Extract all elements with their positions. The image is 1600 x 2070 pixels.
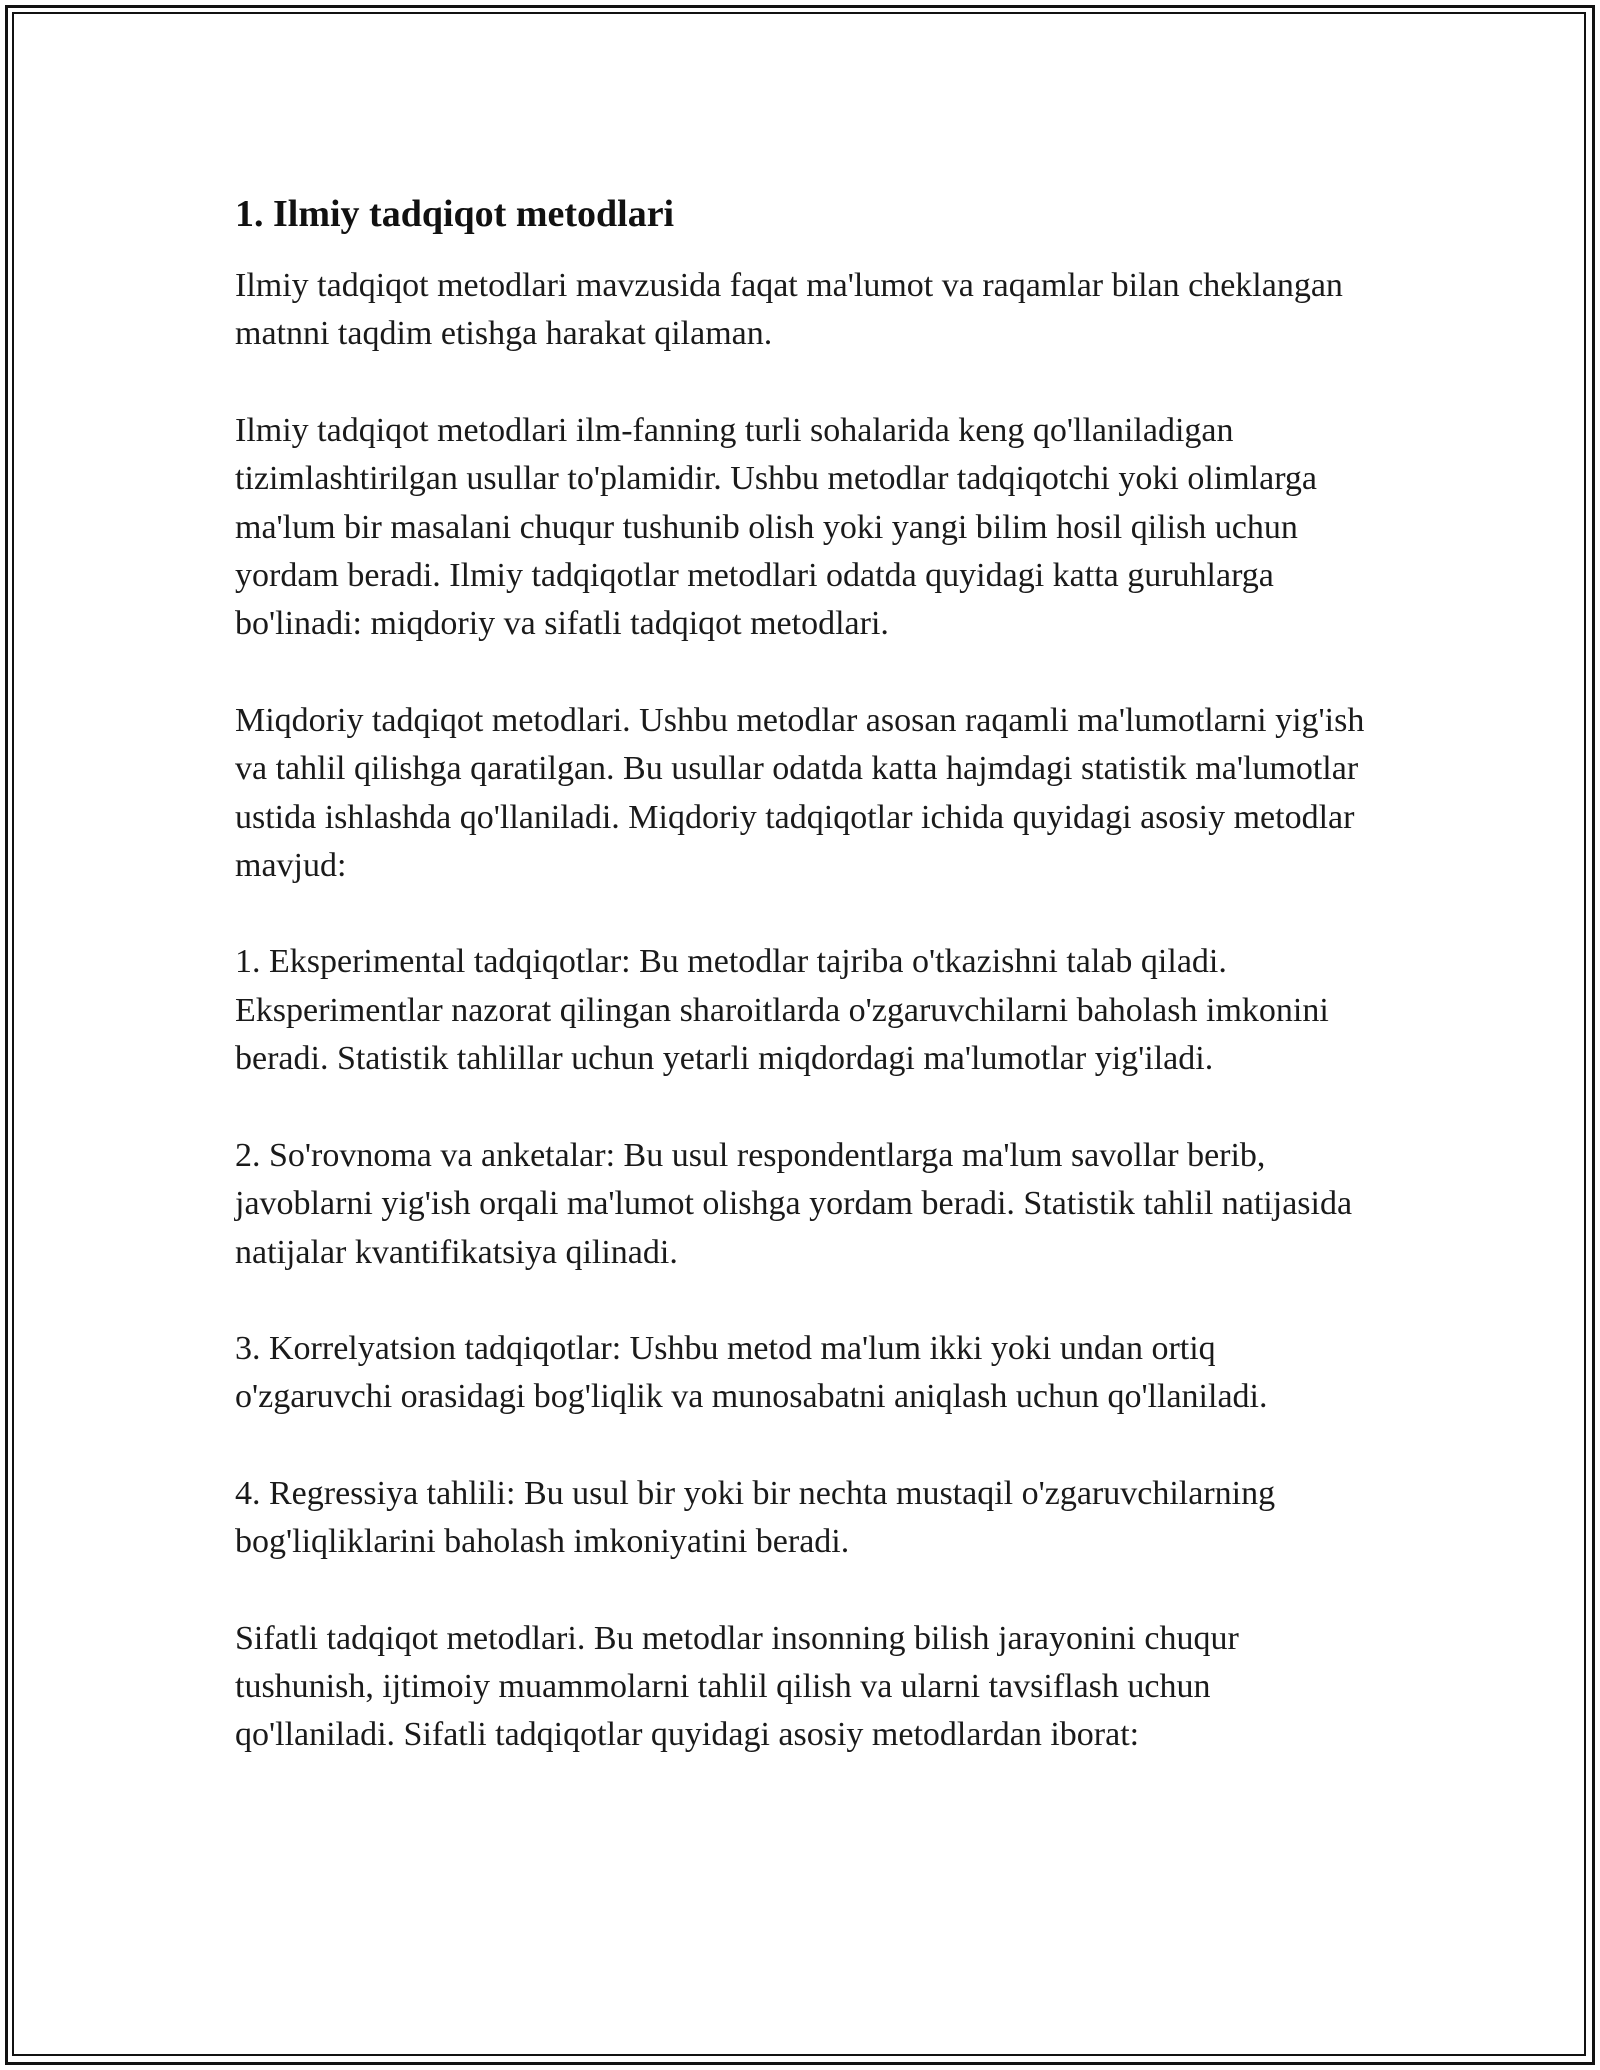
paragraph-intro: Ilmiy tadqiqot metodlari mavzusida faqat ma'lumot va raqamlar bilan cheklangan matnni taqdim etishga harakat qilaman.: [235, 267, 1343, 353]
paragraph-quantitative: Miqdoriy tadqiqot metodlari. Ushbu metodlar asosan raqamli ma'lumotlarni yig'ish va tahlil qilishga qaratilgan. Bu usullar odatda katta hajmdagi statistik ma'lumotlar ustida ishlashda qo'llaniladi. Miqdoriy tadqiqotlar ichida quyidagi asosiy metodlar mavjud:: [235, 701, 1365, 885]
section-heading: 1. Ilmiy tadqiqot metodlari: [235, 193, 675, 235]
list-item-regression: 4. Regressiya tahlili: Bu usul bir yoki bir nechta mustaqil o'zgaruvchilarning bog'liqliklarini baholash imkoniyatini beradi.: [235, 1474, 1276, 1561]
paragraph-overview: Ilmiy tadqiqot metodlari ilm-fanning turli sohalarida keng qo'llaniladigan tizimlashtirilgan usullar to'plamidir. Ushbu metodlar tadqiqotchi yoki olimlarga ma'lum bir masalani chuqur tushunib olish yoki yangi bilim hosil qilish uchun yordam beradi. Ilmiy tadqiqotlar metodlari odatda quyidagi katta guruhlarga bo'linadi: miqdoriy va sifatli tadqiqot metodlari.: [235, 411, 1317, 643]
paragraph-qualitative: Sifatli tadqiqot metodlari. Bu metodlar insonning bilish jarayonini chuqur tushunish, ijtimoiy muammolarni tahlil qilish va ularni tavsiflash uchun qo'llaniladi. Sifatli tadqiqotlar quyidagi asosiy metodlardan iborat:: [235, 1619, 1239, 1754]
list-item-experimental: 1. Eksperimental tadqiqotlar: Bu metodlar tajriba o'tkazishni talab qiladi. Eksperimentlar nazorat qilingan sharoitlarda o'zgaruvchilarni baholash imkonini beradi. Statistik tahlillar uchun yetarli miqdordagi ma'lumotlar yig'iladi.: [235, 943, 1329, 1078]
list-item-surveys: 2. So'rovnoma va anketalar: Bu usul respondentlarga ma'lum savollar berib, javoblarni yig'ish orqali ma'lumot olishga yordam beradi. Statistik tahlil natijasida natijalar kvantifikatsiya qilinadi.: [235, 1136, 1353, 1271]
list-item-correlational: 3. Korrelyatsion tadqiqotlar: Ushbu metod ma'lum ikki yoki undan ortiq o'zgaruvchi orasidagi bog'liqlik va munosabatni aniqlash uchun qo'llaniladi.: [235, 1329, 1268, 1416]
document-body: [235, 186, 1365, 1808]
